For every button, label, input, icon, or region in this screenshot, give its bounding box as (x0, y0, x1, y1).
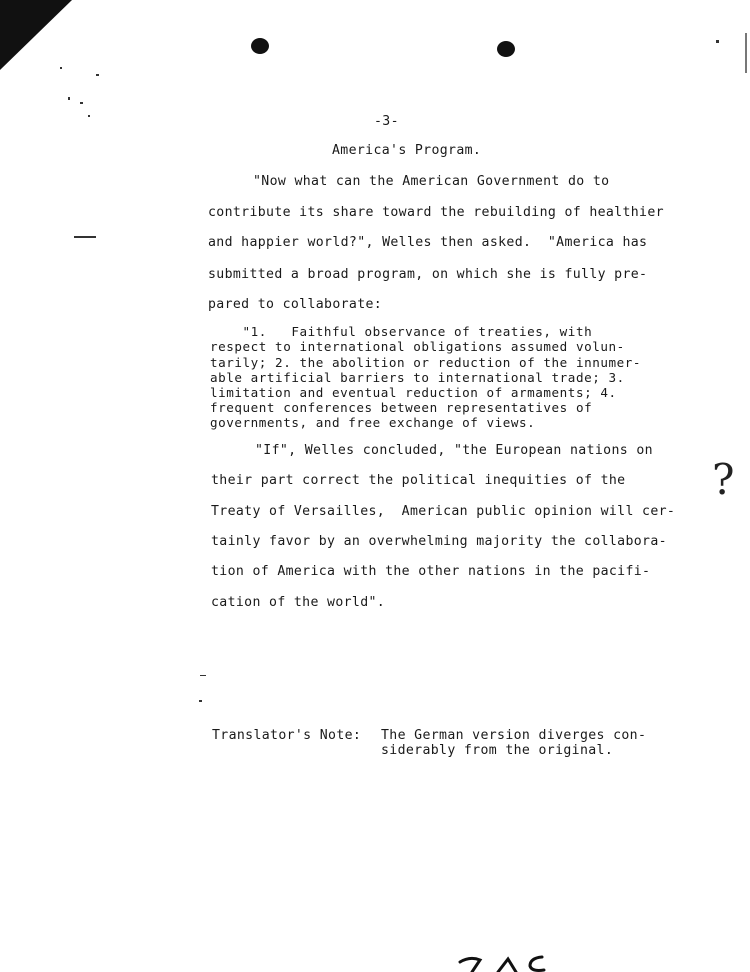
paragraph-line: and happier world?", Welles then asked. "America has (208, 235, 648, 250)
paragraph-line: "Now what can the American Government do to (253, 174, 610, 189)
scan-speck (716, 40, 719, 43)
scan-edge-mark (745, 33, 747, 73)
scan-speck (200, 675, 206, 676)
punch-hole-left (251, 38, 269, 54)
page-number: -3- (374, 114, 399, 129)
scan-speck (60, 67, 62, 69)
punch-hole-right (497, 41, 515, 57)
handwritten-signature (456, 950, 556, 972)
quote-line: respect to international obligations assumed volun- (210, 339, 625, 354)
quote-line: governments, and free exchange of views. (210, 415, 536, 430)
quote-line: able artificial barriers to international trade; 3. (210, 370, 625, 385)
section-heading: America's Program. (332, 143, 482, 158)
quote-line: "1. Faithful observance of treaties, with (210, 324, 593, 339)
translator-note-text: siderably from the original. (381, 743, 614, 758)
paragraph-line: submitted a broad program, on which she is fully pre- (208, 267, 648, 282)
paragraph-line: pared to collaborate: (208, 297, 383, 312)
scan-corner-shadow (0, 0, 72, 70)
quote-line: frequent conferences between representatives of (210, 400, 593, 415)
scan-speck (80, 102, 83, 104)
quote-line: tarily; 2. the abolition or reduction of the innumer- (210, 355, 641, 370)
scan-smudge (74, 236, 96, 238)
quote-line: limitation and eventual reduction of armaments; 4. (210, 385, 617, 400)
scan-speck (199, 700, 202, 702)
scan-speck (68, 97, 70, 100)
paragraph-line: tion of America with the other nations in the pacifi- (211, 564, 651, 579)
paragraph-line: tainly favor by an overwhelming majority the collabora- (211, 534, 667, 549)
translator-note-text: The German version diverges con- (381, 728, 647, 743)
paragraph-line: their part correct the political inequities of the (211, 473, 626, 488)
translator-note-label: Translator's Note: (212, 728, 362, 743)
scan-speck (88, 115, 90, 117)
handwritten-question-mark: ? (712, 455, 735, 504)
paragraph-line: "If", Welles concluded, "the European nations on (255, 443, 653, 458)
paragraph-line: contribute its share toward the rebuilding of healthier (208, 205, 664, 220)
paragraph-line: Treaty of Versailles, American public opinion will cer- (211, 504, 676, 519)
scan-speck (96, 74, 99, 76)
paragraph-line: cation of the world". (211, 595, 386, 610)
